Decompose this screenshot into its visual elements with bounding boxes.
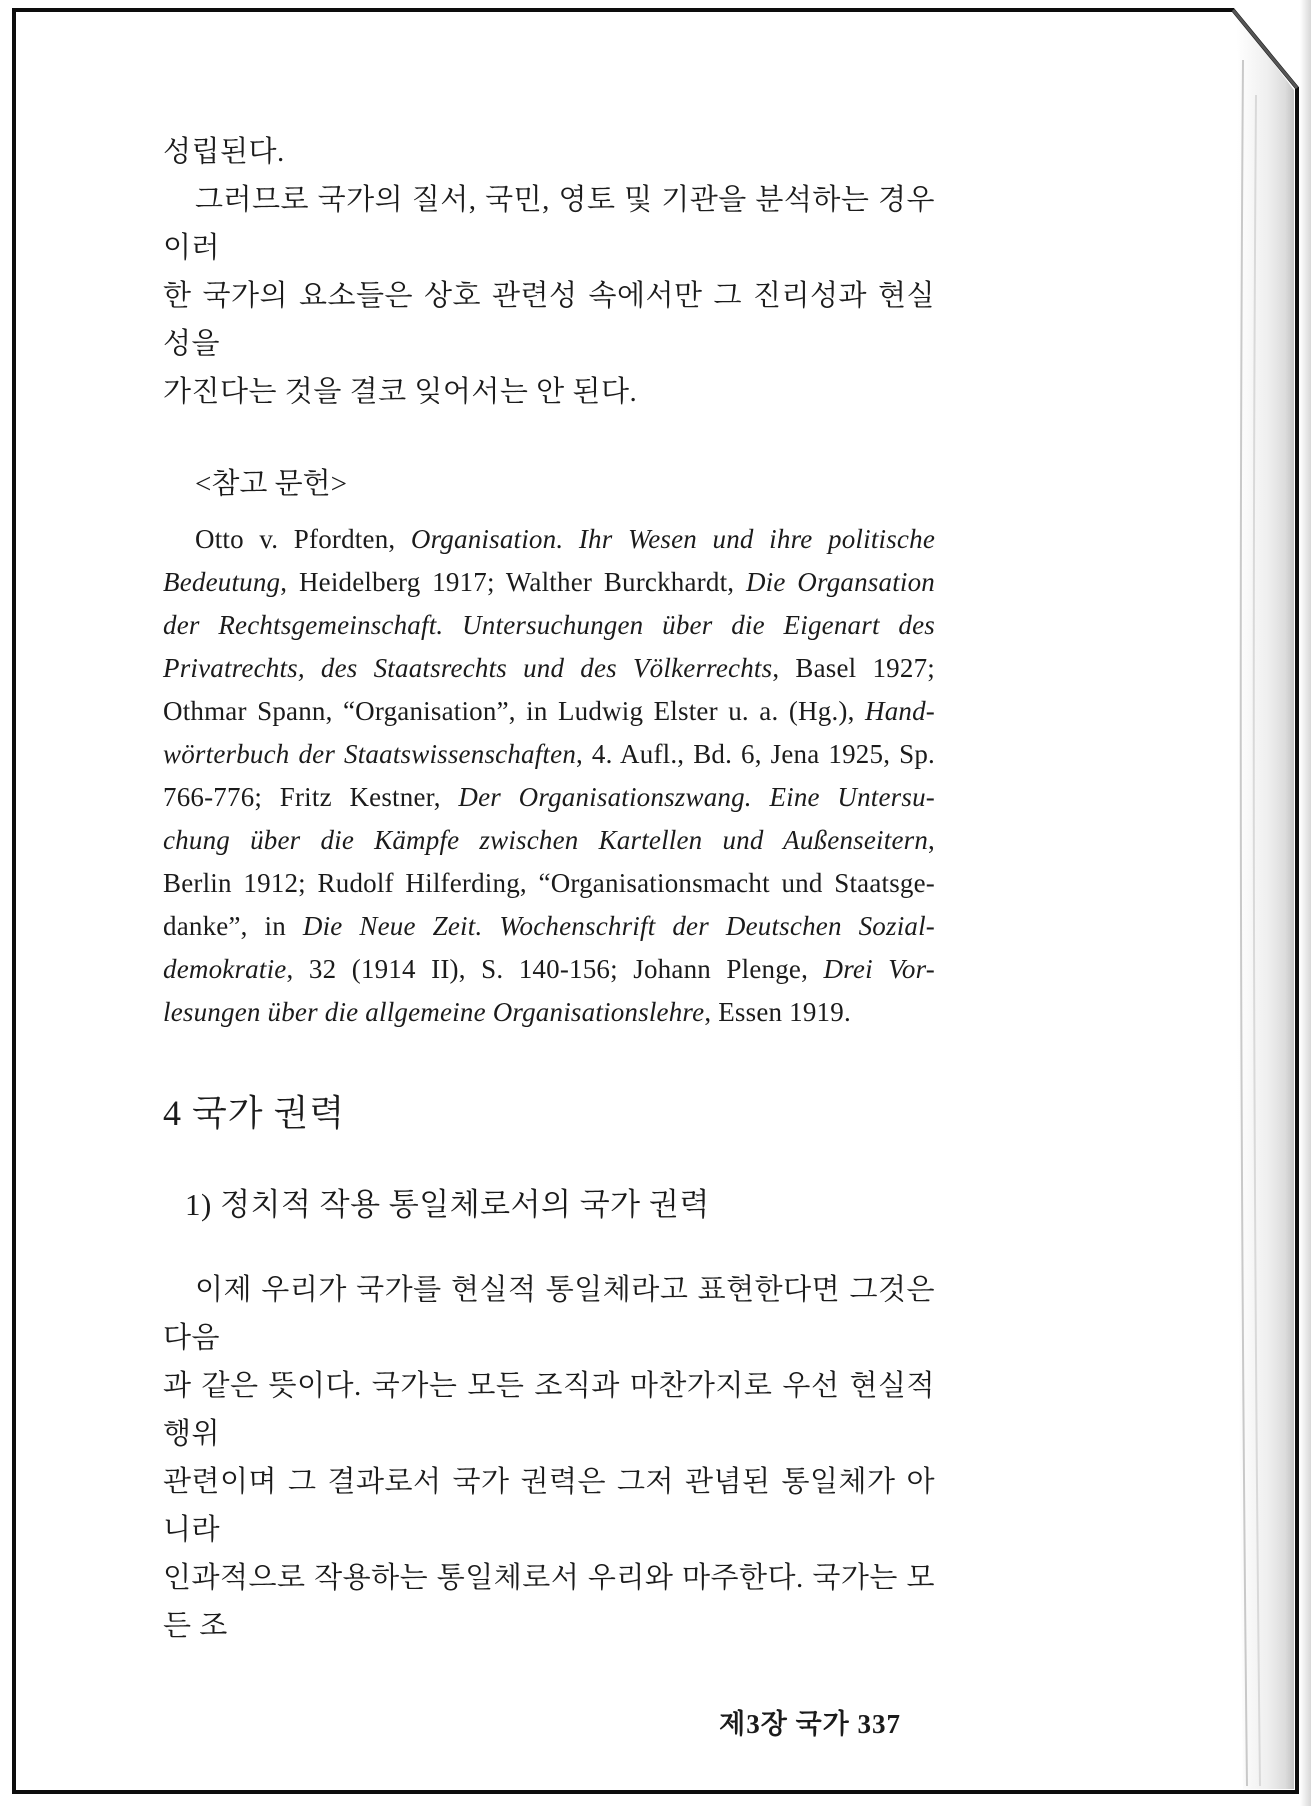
text-segment: , 4. Aufl., Bd. 6, Jena 1925, Sp. (576, 739, 935, 769)
page-content (163, 0, 935, 1741)
text-line: 한 국가의 요소들은 상호 관련성 속에서만 그 진리성과 현실성을 (163, 280, 935, 360)
text-line: 과 같은 뜻이다. 국가는 모든 조직과 마찬가지로 우선 현실적 행위 (163, 1370, 935, 1450)
text-line (163, 518, 935, 561)
subsection-heading: 1) 정치적 작용 통일체로서의 국가 권력 (185, 1187, 710, 1222)
text-segment: 766-776; Fritz Kestner, (163, 782, 459, 812)
text-segment: , (928, 825, 935, 855)
text-line: 성립된다. (163, 136, 285, 168)
page-footer: 제3장 국가 337 (719, 1709, 901, 1739)
italic-segment: chung über die Kämpfe zwischen Kartellen und Außenseitern (163, 825, 929, 855)
text-line (163, 690, 935, 733)
text-line (163, 776, 935, 819)
section-heading: 4 국가 권력 (163, 1093, 346, 1133)
italic-segment: Privatrechts, des Staatsrechts und des Völkerrechts (163, 653, 773, 683)
paragraph-intro (163, 176, 935, 416)
text-line (163, 905, 935, 948)
text-segment: , Essen 1919. (704, 997, 851, 1027)
text-line (163, 819, 935, 862)
body-paragraph (163, 1266, 935, 1650)
text-line: 인과적으로 작용하는 통일체로서 우리와 마주한다. 국가는 모든 조 (163, 1562, 935, 1642)
italic-segment: der Rechtsgemeinschaft. Untersuchungen über die Eigenart des (163, 610, 935, 640)
italic-segment: Drei Vor- (823, 954, 935, 984)
text-segment: , Basel 1927; (772, 653, 935, 683)
italic-segment: Hand- (865, 696, 935, 726)
text-line (163, 561, 935, 604)
text-line (163, 647, 935, 690)
italic-segment: demokratie (163, 954, 287, 984)
references-heading: <참고 문헌> (195, 468, 348, 500)
text-line (163, 948, 935, 991)
italic-segment: Die Neue Zeit. Wochenschrift der Deutschen Sozial- (302, 911, 935, 941)
text-line: 그러므로 국가의 질서, 국민, 영토 및 기관을 분석하는 경우 이러 (163, 184, 935, 264)
italic-segment: Der Organisationszwang. Eine Untersu- (458, 782, 935, 812)
text-line (163, 862, 935, 905)
italic-segment: Organisation. Ihr Wesen und ihre politische (410, 524, 935, 554)
text-segment: Otto v. Pfordten, (195, 524, 411, 554)
italic-segment: Bedeutung (163, 567, 281, 597)
text-line (163, 604, 935, 647)
text-segment: Othmar Spann, “Organisation”, in Ludwig Elster u. a. (Hg.), (163, 696, 865, 726)
text-line: 가진다는 것을 결코 잊어서는 안 된다. (163, 376, 638, 408)
text-line: 이제 우리가 국가를 현실적 통일체라고 표현한다면 그것은 다음 (163, 1274, 935, 1354)
italic-segment: wörterbuch der Staatswissenschaften (163, 739, 577, 769)
text-segment: Berlin 1912; Rudolf Hilferding, “Organisationsmacht und Staatsge- (163, 868, 935, 898)
italic-segment: Die Organsation (745, 567, 936, 597)
text-line: 관련이며 그 결과로서 국가 권력은 그저 관념된 통일체가 아니라 (163, 1466, 935, 1546)
text-segment: danke”, in (163, 911, 303, 941)
paragraph-continuation (163, 128, 935, 176)
italic-segment: lesungen über die allgemeine Organisationslehre (163, 997, 705, 1027)
text-segment: , 32 (1914 II), S. 140-156; Johann Plenge, (286, 954, 824, 984)
text-segment: , Heidelberg 1917; Walther Burckhardt, (280, 567, 746, 597)
text-line (163, 733, 935, 776)
text-line (163, 991, 935, 1034)
bibliography (163, 518, 935, 1034)
